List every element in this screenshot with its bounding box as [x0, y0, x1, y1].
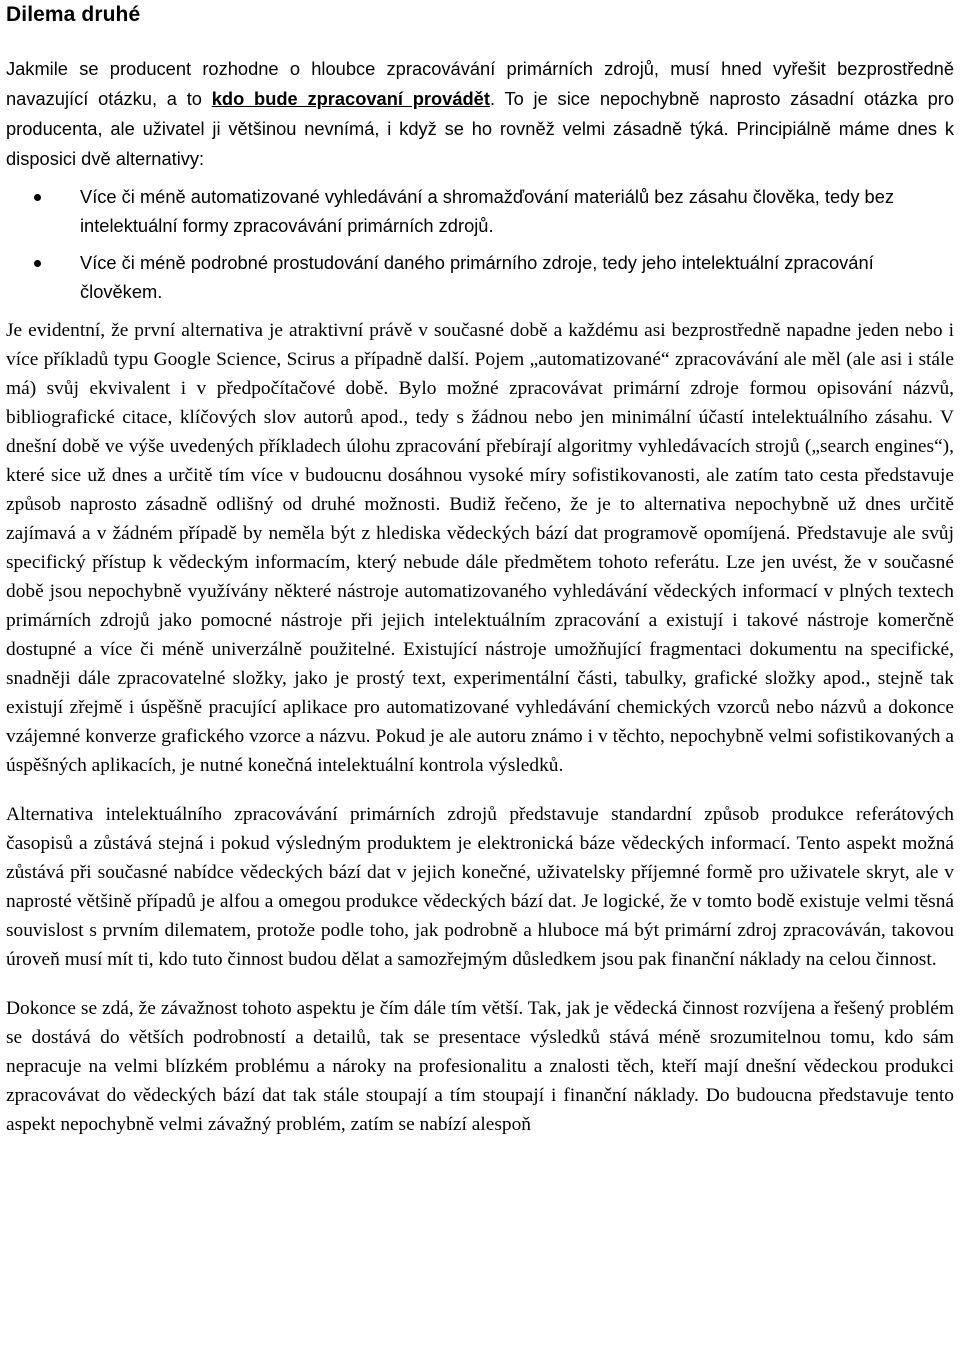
bullet-icon	[34, 194, 41, 201]
list-item-text: Více či méně automatizované vyhledávání a shromažďování materiálů bez zásahu člověka, tedy bez intelektuální formy zpracovávání primárních zdrojů.	[80, 186, 895, 236]
paragraph-intellectual: Alternativa intelektuálního zpracovávání primárních zdrojů představuje standardní způsob produkce referátových časopisů a zůstává stejná i pokud výsledným produktem je elektronická báze vědeckých informací. Tento aspekt možná zůstává při současné nabídce vědeckých bází dat v jejich konečné, uživatelsky příjemné formě pro uživatele skryt, ale v naprosté většině případů je alfou a omegou produkce vědeckých bází dat. Je logické, že v tomto bodě existuje velmi těsná souvislost s prvním dilematem, protože podle toho, jak podrobně a hluboce má být primární zdroj zpracováván, takovou úroveň musí mít ti, kdo tuto činnost budou dělat a samozřejmým důsledkem jsou pak finanční náklady na celou činnost.	[6, 804, 954, 970]
paragraph-severity: Dokonce se zdá, že závažnost tohoto aspektu je čím dále tím větší. Tak, jak je vědecká činnost rozvíjena a řešený problém se dostává do větších podrobností a detailů, tak se presentace výsledků stává méně srozumitelnou tomu, kdo sám nepracuje na velmi blízkém problému a nároky na profesionalitu a znalosti těch, kteří mají dnešní vědeckou produkci zpracovávat do vědeckých bází dat tak stále stoupají a tím stoupají i finanční náklady. Do budoucna představuje tento aspekt nepochybně velmi závažný problém, zatím se nabízí alespoň	[6, 998, 954, 1135]
list-item	[6, 248, 954, 306]
paragraph-intro	[6, 54, 954, 174]
document-page	[6, 0, 954, 1139]
list-item	[6, 182, 954, 240]
intro-text-b: . To je sice nepochybně naprosto zásadní otázka pro producenta, ale uživatel ji většinou nevnímá, i když se ho rovněž velmi zásadně týká.	[6, 88, 954, 139]
intro-text-a: Jakmile se producent rozhodne o hloubce zpracovávání primárních zdrojů, musí hned vyřešit bezprostředně navazující otázku, a to	[6, 58, 954, 109]
key-question-link[interactable]: kdo bude zpracovaní provádět	[211, 88, 490, 109]
section-title: Dilema druhé	[6, 3, 141, 26]
bullet-icon	[34, 260, 41, 267]
intro-text-c: Principiálně máme dnes k disposici dvě alternativy:	[6, 118, 954, 169]
list-item-text: Více či méně podrobné prostudování daného primárního zdroje, tedy jeho intelektuální zpracování člověkem.	[80, 252, 874, 302]
alternatives-list	[6, 182, 954, 306]
paragraph-automated: Je evidentní, že první alternativa je atraktivní právě v současné době a každému asi bezprostředně napadne jeden nebo i více příkladů typu Google Science, Scirus a případně další. Pojem „automatizované“ zpracovávání ale měl (ale asi i stále má) svůj ekvivalent i v předpočítačové době. Bylo možné zpracovávat primární zdroje formou opisování názvů, bibliografické citace, klíčových slov autorů apod., tedy s žádnou nebo jen minimální účastí intelektuálního zásahu. V dnešní době ve výše uvedených příkladech úlohu zpracování přebírají algoritmy vyhledávacích strojů („search engines“), které sice už dnes a určitě tím více v budoucnu dosáhnou vysoké míry sofistikovanosti, ale zatím tato cesta představuje způsob naprosto zásadně odlišný od druhé možnosti. Budiž řečeno, že je to alternativa nepochybně už dnes určitě zajímavá a v žádném případě by neměla být z hlediska vědeckých bází dat programově opomíjená. Představuje ale svůj specifický přístup k vědeckým informacím, který nebude dále předmětem tohoto referátu. Lze jen uvést, že v současné době jsou nepochybně využívány některé nástroje automatizovaného vyhledávání vědeckých informací v plných textech primárních zdrojů jako pomocné nástroje při jejich intelektuálním zpracování a existují i takové nástroje komerčně dostupné a více či méně univerzálně použitelné. Existující nástroje umožňující fragmentaci dokumentu na specifické, snadněji dále zpracovatelné složky, jako je prostý text, experimentální části, tabulky, grafické složky apod., stejně tak existují zřejmě i úspěšně pracující aplikace pro automatizované vyhledávání chemických vzorců nebo názvů a dokonce vzájemné konverze grafického vzorce a názvu. Pokud je ale autoru známo i v těchto, nepochybně velmi sofistikovaných a úspěšných aplikacích, je nutné konečná intelektuální kontrola výsledků.	[6, 320, 954, 776]
